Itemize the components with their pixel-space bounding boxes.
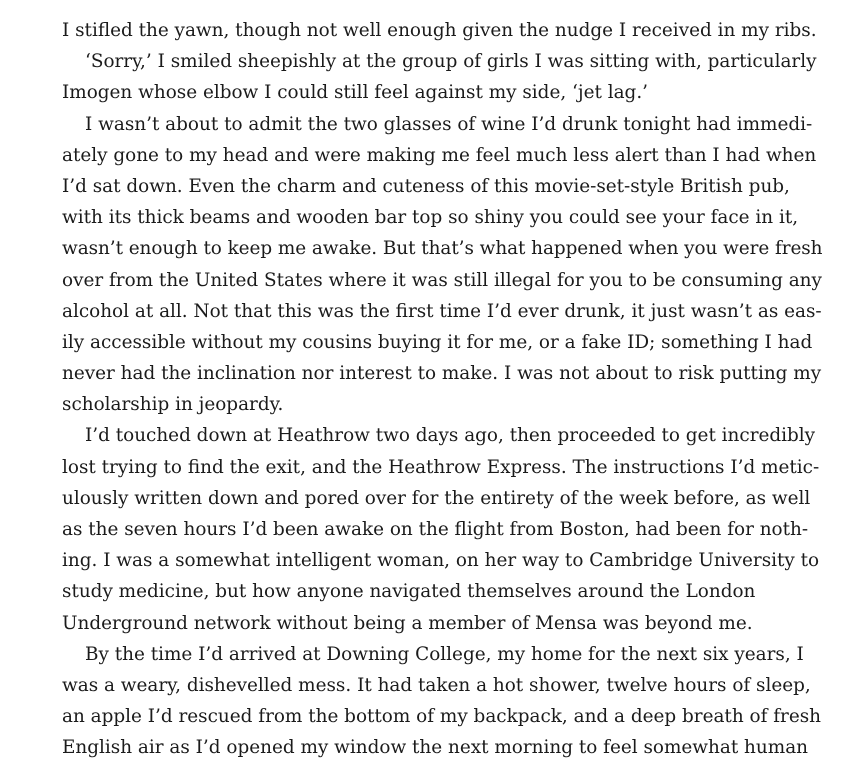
text-line: never had the inclination nor interest to make. I was not about to risk putting my (62, 363, 822, 385)
paragraph-first-line: By the time I’d arrived at Downing College, my home for the next six years, I (85, 643, 804, 665)
text-line: with its thick beams and wooden bar top so shiny you could see your face in it, (62, 207, 799, 229)
text-line: Imogen whose elbow I could still feel against my side, ‘jet lag.’ (62, 82, 649, 104)
text-line: wasn’t enough to keep me awake. But that’s what happened when you were fresh (62, 238, 823, 260)
text-line: I stifled the yawn, though not well enough given the nudge I received in my ribs. (62, 20, 817, 41)
text-line: ately gone to my head and were making me feel much less alert than I had when (62, 144, 817, 166)
paragraph-first-line: I’d touched down at Heathrow two days ago, then proceeded to get incredibly (85, 425, 816, 447)
text-line: was a weary, dishevelled mess. It had taken a hot shower, twelve hours of sleep, (62, 674, 811, 696)
text-line: ily accessible without my cousins buying it for me, or a fake ID; something I had (62, 331, 813, 353)
text-line: over from the United States where it was still illegal for you to be consuming any (62, 269, 822, 291)
paragraph-first-line: I wasn’t about to admit the two glasses of wine I’d drunk tonight had immedi- (85, 113, 813, 135)
text-line: I’d sat down. Even the charm and cuteness of this movie-set-style British pub, (62, 175, 790, 197)
text-line: ing. I was a somewhat intelligent woman, on her way to Cambridge University to (62, 550, 820, 572)
book-page-text (62, 15, 822, 764)
text-line: as the seven hours I’d been awake on the flight from Boston, had been for noth- (62, 519, 809, 540)
text-line: study medicine, but how anyone navigated themselves around the London (62, 581, 756, 603)
text-line: scholarship in jeopardy. (62, 394, 284, 416)
text-line: ulously written down and pored over for the entirety of the week before, as well (62, 487, 811, 509)
paragraph-first-line: ‘Sorry,’ I smiled sheepishly at the group of girls I was sitting with, particularly (85, 51, 817, 73)
text-line: English air as I’d opened my window the next morning to feel somewhat human (62, 737, 808, 759)
text-line: an apple I’d rescued from the bottom of my backpack, and a deep breath of fresh (62, 706, 821, 728)
text-line: alcohol at all. Not that this was the first time I’d ever drunk, it just wasn’t as eas- (62, 300, 822, 322)
text-line: Underground network without being a member of Mensa was beyond me. (62, 612, 753, 634)
text-line: lost trying to find the exit, and the Heathrow Express. The instructions I’d metic- (62, 456, 820, 478)
